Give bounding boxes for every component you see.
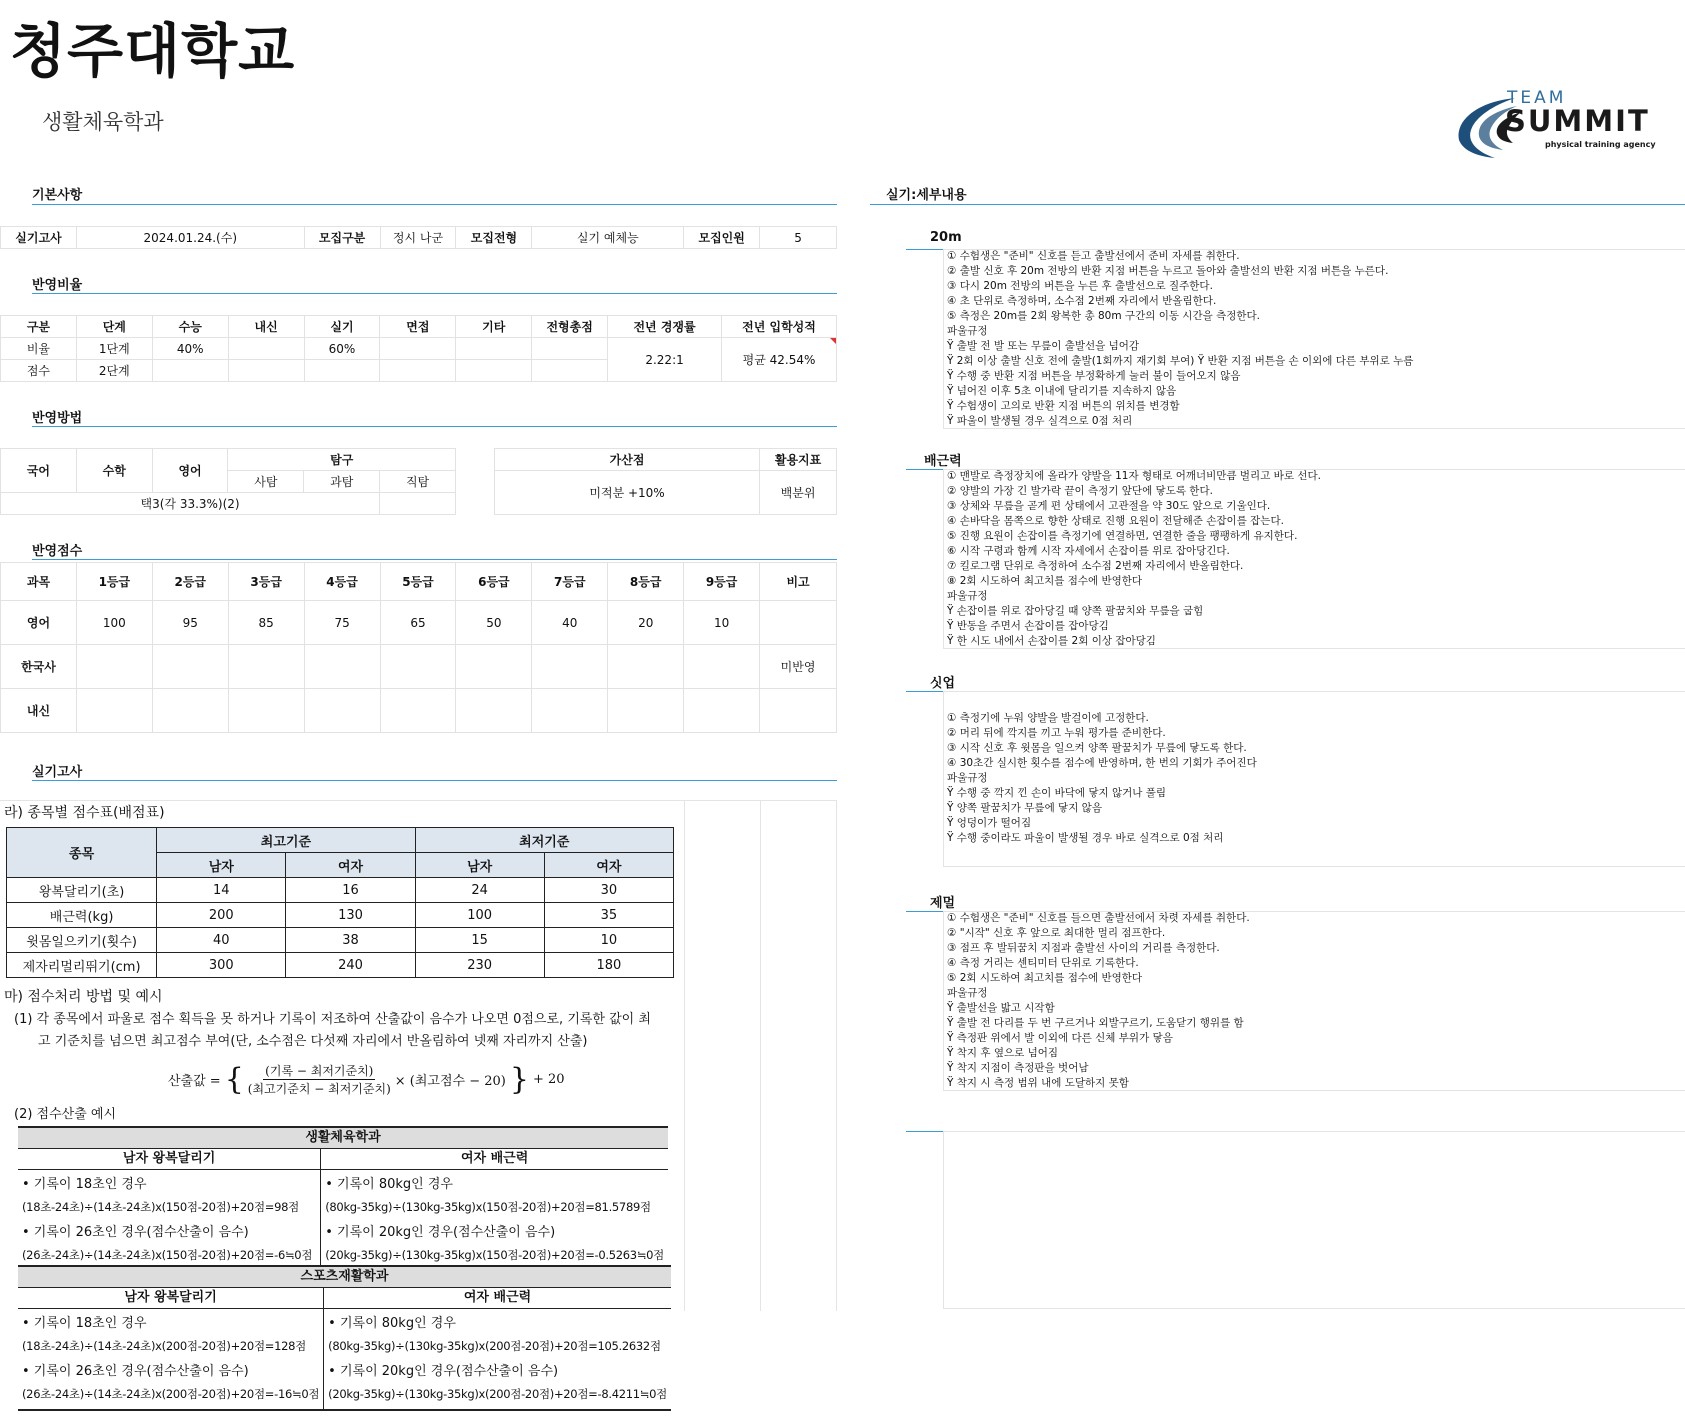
score-cell xyxy=(76,645,152,689)
basic-info-table xyxy=(0,226,837,249)
score-cell xyxy=(456,645,532,689)
detail-line: ⑤ 2회 시도하여 최고치를 점수에 반영한다 xyxy=(947,972,1143,984)
detail-line: Ÿ 착지 후 옆으로 넘어짐 xyxy=(947,1047,1059,1059)
detail-line: Ÿ 착지 시 측정 범위 내에 도달하지 못함 xyxy=(947,1077,1129,1089)
score-cell: 100 xyxy=(76,601,152,645)
score-row-label: 한국사 xyxy=(1,645,77,689)
section-divider xyxy=(32,204,837,205)
score-cell: 65 xyxy=(380,601,456,645)
detail-title-underline xyxy=(906,469,946,470)
event-value: 130 xyxy=(286,903,415,928)
ratio-cell: 1단계 xyxy=(76,338,152,360)
detail-line: 파울규정 xyxy=(947,772,988,784)
example-bullet: • 기록이 20kg인 경우(점수산출이 음수) xyxy=(328,1364,559,1379)
exam-date: 2024.01.24.(수) xyxy=(76,227,304,249)
example-calc: (26초-24초)÷(14초-24초)x(200점-20점)+20점=-16≒0점 xyxy=(22,1387,320,1401)
count-label: 모집인원 xyxy=(684,227,760,249)
ratio-cell xyxy=(152,360,228,382)
detail-line: ③ 점프 후 발뒤꿈치 지점과 출발선 사이의 거리를 측정한다. xyxy=(947,942,1220,954)
ratio-cell xyxy=(380,360,456,382)
index-value: 백분위 xyxy=(760,471,837,515)
example-right-cell xyxy=(324,1309,671,1411)
example-right-cell xyxy=(321,1170,668,1272)
ratio-cell: 60% xyxy=(304,338,380,360)
formula-end: + 20 xyxy=(532,1072,565,1087)
detail-line: ⑧ 2회 시도하여 최고치를 점수에 반영한다 xyxy=(947,575,1143,587)
formula-tail: × (최고점수 − 20) xyxy=(394,1074,506,1089)
event-value: 230 xyxy=(415,953,544,978)
event-value: 240 xyxy=(286,953,415,978)
example-calc: (18초-24초)÷(14초-24초)x(200점-20점)+20점=128점 xyxy=(22,1339,306,1353)
score-cell xyxy=(152,645,228,689)
example-dept: 생활체육학과 xyxy=(18,1127,668,1149)
event-value: 16 xyxy=(286,878,415,903)
detail-line: Ÿ 출발 전 발 또는 무릎이 출발선을 넘어감 xyxy=(947,340,1140,352)
detail-line: ② "시작" 신호 후 앞으로 최대한 멀리 점프한다. xyxy=(947,927,1166,939)
example-bullet: • 기록이 80kg인 경우 xyxy=(328,1316,456,1331)
detail-title-underline xyxy=(906,1131,946,1132)
event-value: 200 xyxy=(157,903,286,928)
detail-line: ④ 30초간 실시한 횟수를 점수에 반영하며, 한 번의 기회가 주어진다 xyxy=(947,757,1257,769)
detail-line: ② 머리 뒤에 깍지를 끼고 누워 평가를 준비한다. xyxy=(947,727,1166,739)
example-bullet: • 기록이 26초인 경우(점수산출이 음수) xyxy=(22,1225,249,1240)
section-method-title: 반영방법 xyxy=(32,411,83,426)
ratio-header: 구분 xyxy=(1,316,77,338)
col-event: 종목 xyxy=(7,828,157,878)
logo-summit-text: SUMMIT xyxy=(1505,104,1650,138)
ratio-header: 전년 입학성적 xyxy=(721,316,836,338)
comment-marker-icon xyxy=(830,338,836,344)
score-cell xyxy=(684,645,760,689)
col-max: 최고기준 xyxy=(157,828,415,853)
ratio-cell xyxy=(532,360,608,382)
method-title: 마) 점수처리 방법 및 예시 xyxy=(4,989,163,1005)
bonus-label: 가산점 xyxy=(495,449,760,471)
score-cell xyxy=(532,645,608,689)
example-calc: (26초-24초)÷(14초-24초)x(150점-20점)+20점=-6≒0점 xyxy=(22,1248,313,1262)
university-title: 청주대학교 xyxy=(10,17,296,85)
event-name: 왕복달리기(초) xyxy=(7,878,157,903)
section-divider xyxy=(870,204,1685,205)
method-english: 영어 xyxy=(152,449,228,493)
event-score-table xyxy=(6,827,674,978)
detail-line: ① 측정기에 누워 양발을 발걸이에 고정한다. xyxy=(947,712,1149,724)
event-value: 10 xyxy=(544,928,673,953)
example-bullet: • 기록이 18초인 경우 xyxy=(22,1316,147,1331)
event-value: 180 xyxy=(544,953,673,978)
department-subtitle: 생활체육학과 xyxy=(42,110,164,134)
detail-line: ⑥ 시작 구령과 함께 시작 자세에서 손잡이를 위로 잡아당긴다. xyxy=(947,545,1230,557)
ratio-cell: 40% xyxy=(152,338,228,360)
ratio-cell xyxy=(228,338,304,360)
score-header: 5등급 xyxy=(380,563,456,601)
section-detail-title: 실기:세부내용 xyxy=(886,188,967,203)
detail-jump-list xyxy=(947,911,1250,1091)
score-formula xyxy=(168,1062,565,1097)
section-divider xyxy=(32,426,837,427)
detail-line: ③ 다시 20m 전방의 버튼을 누른 후 출발선으로 질주한다. xyxy=(947,280,1213,292)
col-male: 남자 xyxy=(415,853,544,878)
score-cell: 40 xyxy=(532,601,608,645)
score-cell xyxy=(228,645,304,689)
example-right-head: 여자 배근력 xyxy=(324,1288,671,1309)
method-explore: 탐구 xyxy=(228,449,456,471)
competition-rate: 2.22:1 xyxy=(608,338,722,382)
score-table-title: 라) 종목별 점수표(배점표) xyxy=(4,805,165,821)
score-cell xyxy=(532,689,608,733)
score-cell: 10 xyxy=(684,601,760,645)
grid-line xyxy=(760,801,761,1311)
score-cell xyxy=(304,689,380,733)
example-calc: (20kg-35kg)÷(130kg-35kg)x(200점-20점)+20점=-8.4211≒0점 xyxy=(328,1387,667,1401)
detail-line: Ÿ 양쪽 팔꿈치가 무릎에 닿지 않음 xyxy=(947,802,1102,814)
section-divider xyxy=(32,780,837,781)
detail-line: ⑤ 측정은 20m를 2회 왕복한 총 80m 구간의 이동 시간을 측정한다. xyxy=(947,310,1260,322)
score-header: 9등급 xyxy=(684,563,760,601)
example-left-cell xyxy=(18,1170,321,1272)
detail-jump-title: 제멀 xyxy=(930,896,956,911)
bonus-table xyxy=(494,448,837,515)
ratio-cell xyxy=(456,360,532,382)
example-calc: (80kg-35kg)÷(130kg-35kg)x(150점-20점)+20점=81.5789점 xyxy=(325,1200,651,1214)
method-math: 수학 xyxy=(76,449,152,493)
method-text-1: (1) 각 종목에서 파울로 점수 획득을 못 하거나 기록이 저조하여 산출값이 음수가 나오면 0점으로, 기록한 값이 최 xyxy=(14,1012,651,1027)
score-cell xyxy=(228,689,304,733)
score-cell xyxy=(456,689,532,733)
ratio-header: 전형총점 xyxy=(532,316,608,338)
event-value: 40 xyxy=(157,928,286,953)
example-calc: (18초-24초)÷(14초-24초)x(150점-20점)+20점=98점 xyxy=(22,1200,299,1214)
count-value: 5 xyxy=(760,227,837,249)
section-ratio-title: 반영비율 xyxy=(32,278,83,293)
index-label: 활용지표 xyxy=(760,449,837,471)
section-divider xyxy=(32,293,837,294)
ratio-cell xyxy=(228,360,304,382)
detail-line: Ÿ 측정판 위에서 발 이외에 다른 신체 부위가 닿음 xyxy=(947,1032,1173,1044)
example-bullet: • 기록이 26초인 경우(점수산출이 음수) xyxy=(22,1364,249,1379)
brace-close: } xyxy=(509,1061,529,1097)
detail-line: Ÿ 파울이 발생될 경우 실격으로 0점 처리 xyxy=(947,415,1133,427)
detail-line: Ÿ 반동을 주면서 손잡이를 잡아당김 xyxy=(947,620,1109,632)
detail-line: Ÿ 출발 전 다리를 두 번 구르거나 외발구르기, 도움닫기 행위를 함 xyxy=(947,1017,1244,1029)
ratio-cell: 2단계 xyxy=(76,360,152,382)
detail-line: Ÿ 수험생이 고의로 반환 지점 버튼의 위치를 변경함 xyxy=(947,400,1180,412)
detail-run-title: 20m xyxy=(930,230,962,245)
detail-line: ① 맨발로 측정장치에 올라가 양발을 11자 형태로 어깨너비만큼 벌리고 바로 선다. xyxy=(947,470,1321,482)
section-score-title: 반영점수 xyxy=(32,544,83,559)
detail-line: ③ 시작 신호 후 윗몸을 일으켜 양쪽 팔꿈치가 무릎에 닿도록 한다. xyxy=(947,742,1247,754)
method-vocational: 직탐 xyxy=(380,471,456,493)
ratio-header: 전년 경쟁률 xyxy=(608,316,722,338)
ratio-header: 내신 xyxy=(228,316,304,338)
detail-situp-title: 싯업 xyxy=(930,676,956,691)
detail-title-underline xyxy=(906,249,946,250)
recruit-label: 모집구분 xyxy=(304,227,380,249)
score-header: 7등급 xyxy=(532,563,608,601)
detail-line: ④ 손바닥을 몸쪽으로 향한 상태로 진행 요원이 전달해준 손잡이를 잡는다. xyxy=(947,515,1284,527)
grid-line xyxy=(684,801,685,1311)
score-note: 미반영 xyxy=(760,645,837,689)
detail-line: ④ 초 단위로 측정하며, 소수점 2번째 자리에서 반올림한다. xyxy=(947,295,1217,307)
detail-back-list xyxy=(947,469,1321,649)
example-table-2 xyxy=(18,1265,671,1411)
example-calc: (20kg-35kg)÷(130kg-35kg)x(150점-20점)+20점=-0.5263≒0점 xyxy=(325,1248,664,1262)
detail-line: ① 수험생은 "준비" 신호를 들으면 출발선에서 차렷 자세를 취한다. xyxy=(947,912,1250,924)
detail-line: ② 출발 신호 후 20m 전방의 반환 지점 버튼을 누르고 돌아와 출발선의 반환 지점 버튼을 누른다. xyxy=(947,265,1389,277)
detail-line: Ÿ 수행 중 깍지 낀 손이 바닥에 닿지 않거나 풀림 xyxy=(947,787,1167,799)
example-bullet: • 기록이 80kg인 경우 xyxy=(325,1177,453,1192)
team-summit-logo xyxy=(1455,88,1675,172)
section-divider xyxy=(32,559,837,560)
formula-label: 산출값 = xyxy=(168,1074,221,1089)
type-value: 실기 예체능 xyxy=(532,227,684,249)
detail-title-underline xyxy=(906,911,946,912)
detail-line: Ÿ 착지 지점이 측정판을 벗어남 xyxy=(947,1062,1089,1074)
example-title: (2) 점수산출 예시 xyxy=(14,1107,117,1122)
example-calc: (80kg-35kg)÷(130kg-35kg)x(200점-20점)+20점=105.2632점 xyxy=(328,1339,661,1353)
score-cell: 85 xyxy=(228,601,304,645)
ratio-header: 실기 xyxy=(304,316,380,338)
score-row-label: 영어 xyxy=(1,601,77,645)
detail-line: Ÿ 한 시도 내에서 손잡이를 2회 이상 잡아당김 xyxy=(947,635,1156,647)
col-male: 남자 xyxy=(157,853,286,878)
score-cell xyxy=(380,689,456,733)
score-cell: 95 xyxy=(152,601,228,645)
admission-score xyxy=(721,338,836,382)
score-header: 2등급 xyxy=(152,563,228,601)
detail-back-title: 배근력 xyxy=(924,454,962,469)
event-value: 38 xyxy=(286,928,415,953)
detail-situp-list xyxy=(947,711,1257,846)
example-bullet: • 기록이 20kg인 경우(점수산출이 음수) xyxy=(325,1225,556,1240)
detail-line: Ÿ 2회 이상 출발 신호 전에 출발(1회까지 재기회 부여) Ÿ 반환 지점 버튼을 손 이외에 다른 부위로 누름 xyxy=(947,355,1414,367)
logo-tagline: physical training agency xyxy=(1545,140,1656,149)
event-name: 배근력(kg) xyxy=(7,903,157,928)
detail-line: Ÿ 수행 중 반환 지점 버튼을 부정확하게 눌러 불이 들어오지 않음 xyxy=(947,370,1241,382)
score-table xyxy=(0,562,837,733)
detail-line: ⑦ 킬로그램 단위로 측정하여 소수점 2번째 자리에서 반올림한다. xyxy=(947,560,1244,572)
detail-line: 파울규정 xyxy=(947,987,988,999)
ratio-header: 수능 xyxy=(152,316,228,338)
event-value: 30 xyxy=(544,878,673,903)
detail-line: ① 수험생은 "준비" 신호를 듣고 출발선에서 준비 자세를 취한다. xyxy=(947,250,1240,262)
ratio-cell xyxy=(456,338,532,360)
section-practical-title: 실기고사 xyxy=(32,765,83,780)
score-header: 과목 xyxy=(1,563,77,601)
example-left-cell xyxy=(18,1309,324,1411)
example-right-head: 여자 배근력 xyxy=(321,1149,668,1170)
score-cell xyxy=(304,645,380,689)
ratio-cell xyxy=(380,338,456,360)
method-value-row: 택3(각 33.3%)(2) xyxy=(1,493,380,515)
col-female: 여자 xyxy=(286,853,415,878)
event-value: 15 xyxy=(415,928,544,953)
ratio-cell: 점수 xyxy=(1,360,77,382)
example-left-head: 남자 왕복달리기 xyxy=(18,1149,321,1170)
score-cell xyxy=(760,689,837,733)
admission-score-text: 평균 42.54% xyxy=(742,353,816,367)
logo-team-text: TEAM xyxy=(1507,88,1567,108)
method-korean: 국어 xyxy=(1,449,77,493)
event-value: 35 xyxy=(544,903,673,928)
event-value: 300 xyxy=(157,953,286,978)
score-header: 1등급 xyxy=(76,563,152,601)
event-name: 제자리멀리뛰기(cm) xyxy=(7,953,157,978)
detail-line: Ÿ 손잡이를 위로 잡아당길 때 양쪽 팔꿈치와 무릎을 굽힘 xyxy=(947,605,1204,617)
formula-denominator: (최고기준치 − 최저기준치) xyxy=(247,1082,391,1096)
col-female: 여자 xyxy=(544,853,673,878)
score-cell xyxy=(380,645,456,689)
event-name: 윗몸일으키기(횟수) xyxy=(7,928,157,953)
detail-line: ② 양발의 가장 긴 발가락 끝이 측정기 앞단에 닿도록 한다. xyxy=(947,485,1213,497)
score-cell: 75 xyxy=(304,601,380,645)
score-header: 6등급 xyxy=(456,563,532,601)
detail-line: Ÿ 엉덩이가 떨어짐 xyxy=(947,817,1032,829)
score-cell: 50 xyxy=(456,601,532,645)
ratio-cell xyxy=(304,360,380,382)
ratio-cell xyxy=(532,338,608,360)
score-header: 4등급 xyxy=(304,563,380,601)
ratio-header: 단계 xyxy=(76,316,152,338)
exam-label: 실기고사 xyxy=(1,227,77,249)
detail-line: ④ 측정 거리는 센티미터 단위로 기록한다. xyxy=(947,957,1139,969)
detail-line: ⑤ 진행 요원이 손잡이를 측정기에 연결하면, 연결한 줄을 팽팽하게 유지한다. xyxy=(947,530,1298,542)
detail-title-underline xyxy=(906,691,946,692)
recruit-value: 정시 나군 xyxy=(380,227,456,249)
method-science: 과탐 xyxy=(304,471,380,493)
brace-open: { xyxy=(224,1061,244,1097)
detail-line: 파울규정 xyxy=(947,590,988,602)
method-social: 사탐 xyxy=(228,471,304,493)
event-value: 14 xyxy=(157,878,286,903)
col-min: 최저기준 xyxy=(415,828,673,853)
bonus-value: 미적분 +10% xyxy=(495,471,760,515)
detail-line: ③ 상체와 무릎을 곧게 편 상태에서 고관절을 약 30도 앞으로 기울인다. xyxy=(947,500,1271,512)
method-text-2: 고 기준치를 넘으면 최고점수 부여(단, 소수점은 다섯째 자리에서 반올림하여 넷째 자리까지 산출) xyxy=(38,1034,588,1049)
method-empty xyxy=(380,493,456,515)
type-label: 모집전형 xyxy=(456,227,532,249)
score-cell: 20 xyxy=(608,601,684,645)
ratio-header: 기타 xyxy=(456,316,532,338)
score-cell xyxy=(608,689,684,733)
score-cell xyxy=(760,601,837,645)
formula-fraction xyxy=(248,1062,391,1097)
section-basic-title: 기본사항 xyxy=(32,188,83,203)
example-table-1 xyxy=(18,1126,668,1272)
score-header: 비고 xyxy=(760,563,837,601)
detail-line: Ÿ 수행 중이라도 파울이 발생될 경우 바로 실격으로 0점 처리 xyxy=(947,832,1224,844)
score-cell xyxy=(76,689,152,733)
formula-numerator: (기록 − 최저기준치) xyxy=(265,1064,374,1078)
ratio-header: 면접 xyxy=(380,316,456,338)
score-cell xyxy=(608,645,684,689)
detail-line: Ÿ 넘어진 이후 5초 이내에 달리기를 지속하지 않음 xyxy=(947,385,1177,397)
example-left-head: 남자 왕복달리기 xyxy=(18,1288,324,1309)
event-value: 24 xyxy=(415,878,544,903)
detail-empty-box xyxy=(943,1131,1685,1309)
grid-line xyxy=(836,801,837,1311)
example-dept: 스포츠재활학과 xyxy=(18,1266,671,1288)
score-cell xyxy=(684,689,760,733)
score-header: 8등급 xyxy=(608,563,684,601)
ratio-cell: 비율 xyxy=(1,338,77,360)
example-bullet: • 기록이 18초인 경우 xyxy=(22,1177,147,1192)
score-row-label: 내신 xyxy=(1,689,77,733)
detail-run-list xyxy=(947,249,1413,429)
detail-line: Ÿ 출발선을 밟고 시작함 xyxy=(947,1002,1055,1014)
score-header: 3등급 xyxy=(228,563,304,601)
detail-line: 파울규정 xyxy=(947,325,988,337)
score-cell xyxy=(152,689,228,733)
event-value: 100 xyxy=(415,903,544,928)
ratio-table xyxy=(0,315,837,382)
method-table xyxy=(0,448,456,515)
